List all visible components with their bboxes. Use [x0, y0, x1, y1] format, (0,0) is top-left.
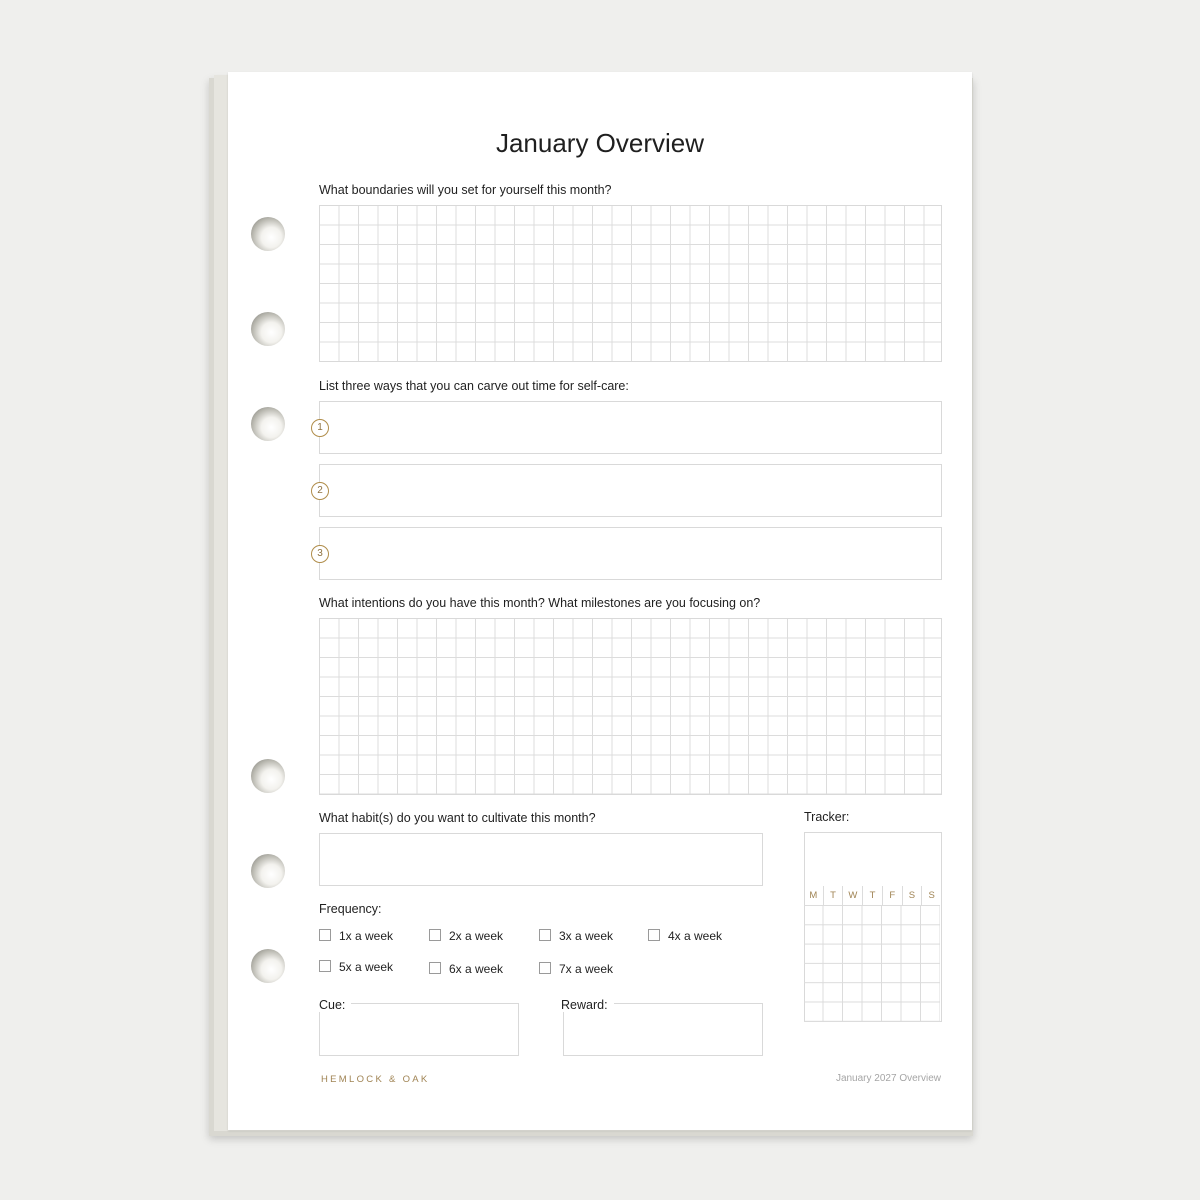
tracker-grid[interactable] [804, 905, 940, 1022]
boundaries-grid[interactable] [319, 205, 942, 362]
selfcare-field-3[interactable] [319, 527, 942, 580]
tracker-day: T [863, 886, 883, 905]
checkbox[interactable] [539, 962, 551, 974]
tracker-day: S [903, 886, 923, 905]
selfcare-field-2[interactable] [319, 464, 942, 517]
frequency-option-6x[interactable] [429, 962, 503, 976]
number-badge-1: 1 [311, 419, 329, 437]
page-title: January Overview [495, 128, 705, 158]
option-label: 7x a week [559, 962, 614, 976]
selfcare-prompt: List three ways that you can carve out time for self-care: [319, 379, 629, 393]
checkbox[interactable] [429, 962, 441, 974]
tracker-day: F [883, 886, 903, 905]
brand-logo: HEMLOCK & OAK [321, 1074, 430, 1085]
intentions-grid[interactable] [319, 618, 942, 795]
frequency-label: Frequency: [319, 902, 382, 916]
number-badge-2: 2 [311, 482, 329, 500]
frequency-option-2x[interactable] [429, 929, 503, 943]
option-label: 1x a week [339, 929, 394, 943]
tracker-day: M [804, 886, 824, 905]
cue-label: Cue: [319, 998, 351, 1012]
frequency-option-5x[interactable] [319, 960, 393, 974]
checkbox[interactable] [319, 929, 331, 941]
binder-hole-1 [251, 217, 285, 251]
tracker-day-header [804, 886, 941, 905]
frequency-option-1x[interactable] [319, 929, 393, 943]
binder-hole-4 [251, 759, 285, 793]
checkbox[interactable] [539, 929, 551, 941]
habits-prompt: What habit(s) do you want to cultivate this month? [319, 811, 596, 825]
option-label: 5x a week [339, 960, 394, 974]
option-label: 3x a week [559, 929, 614, 943]
tracker-day: S [928, 890, 935, 901]
frequency-option-3x[interactable] [539, 929, 613, 943]
reward-label: Reward: [561, 998, 614, 1012]
footer-label: January 2027 Overview [835, 1073, 941, 1084]
checkbox[interactable] [429, 929, 441, 941]
tracker-label: Tracker: [804, 810, 850, 824]
intentions-prompt: What intentions do you have this month? What milestones are you focusing on? [319, 596, 761, 610]
frequency-option-4x[interactable] [648, 929, 722, 943]
selfcare-field-1[interactable] [319, 401, 942, 454]
binder-hole-5 [251, 854, 285, 888]
option-label: 4x a week [668, 929, 723, 943]
binder-hole-3 [251, 407, 285, 441]
checkbox[interactable] [319, 960, 331, 972]
tracker-day: T [824, 886, 844, 905]
tracker-day: W [843, 886, 863, 905]
binder-hole-6 [251, 949, 285, 983]
boundaries-prompt: What boundaries will you set for yourself this month? [319, 183, 612, 197]
option-label: 2x a week [449, 929, 504, 943]
option-label: 6x a week [449, 962, 504, 976]
number-badge-3: 3 [311, 545, 329, 563]
frequency-option-7x[interactable] [539, 962, 613, 976]
binder-hole-2 [251, 312, 285, 346]
checkbox[interactable] [648, 929, 660, 941]
habit-field[interactable] [319, 833, 763, 886]
